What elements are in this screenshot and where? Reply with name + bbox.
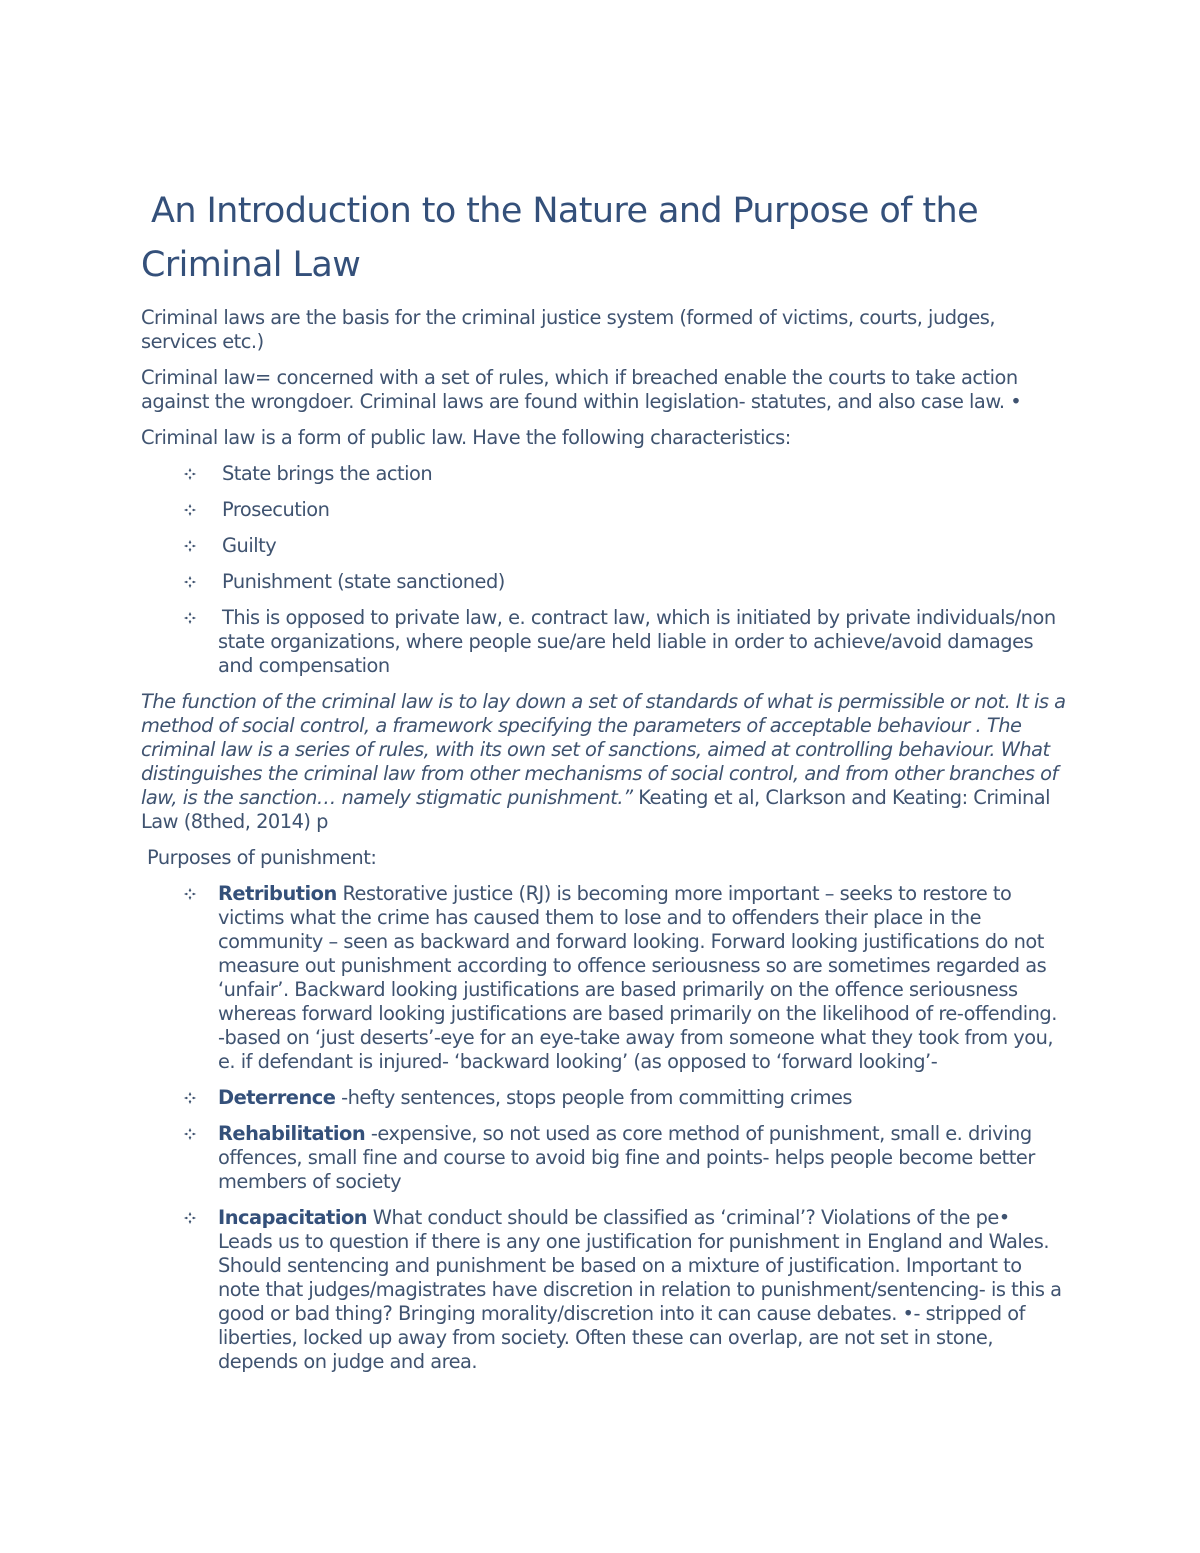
- diamond-bullet-icon: [184, 606, 196, 624]
- purpose-text: What conduct should be classified as ‘criminal’? Violations of the pe• Leads us to question if there is any one justification for punishment in England and Wales. Should sentencing and punishment be based on a mixture of justification. Important to note that judges/magistrates have discretion in relation to punishment/sentencing- is this a good or bad thing? Bringing morality/discretion into it can cause debates. •- stripped of liberties, locked up away from society. Often these can overlap, are not set in stone, depends on judge and area.: [218, 1206, 1062, 1373]
- list-item: [218, 462, 1066, 486]
- purpose-text: -expensive, so not used as core method of punishment, small e. driving offences, small fine and course to avoid big fine and points- helps people become better members of society: [218, 1122, 1035, 1193]
- purpose-term: Incapacitation: [218, 1206, 368, 1229]
- purpose-text: -hefty sentences, stops people from committing crimes: [335, 1086, 852, 1109]
- purposes-heading: Purposes of punishment:: [147, 846, 377, 869]
- intro-paragraph-1: Criminal laws are the basis for the criminal justice system (formed of victims, courts, judges, services etc.): [141, 306, 996, 353]
- purposes-list: [141, 882, 1066, 1374]
- list-item: [218, 498, 1066, 522]
- characteristic-text: State brings the action: [222, 462, 433, 485]
- document-body: [141, 184, 1066, 1386]
- purpose-term: Deterrence: [218, 1086, 336, 1109]
- list-item: [218, 570, 1066, 594]
- quote-paragraph: [141, 690, 1066, 834]
- characteristic-text: Punishment (state sanctioned): [222, 570, 505, 593]
- purpose-term: Retribution: [218, 882, 337, 905]
- list-item: [218, 534, 1066, 558]
- list-item: [218, 1122, 1066, 1194]
- characteristic-text: Guilty: [222, 534, 277, 557]
- quote-citation: Keating et al, Clarkson and Keating: Criminal Law (8thed, 2014) p: [141, 786, 1051, 833]
- characteristic-text: This is opposed to private law, e. contract law, which is initiated by private individuals/non state organizations, where people sue/are held liable in order to achieve/avoid damages and compensation: [218, 606, 1056, 677]
- characteristics-list: [141, 462, 1066, 678]
- diamond-bullet-icon: [184, 882, 196, 900]
- diamond-bullet-icon: [184, 534, 196, 552]
- intro-paragraph-2: Criminal law= concerned with a set of rules, which if breached enable the courts to take action against the wrongdoer. Criminal laws are found within legislation- statutes, and also case law. •: [141, 366, 1022, 413]
- diamond-bullet-icon: [184, 1122, 196, 1140]
- intro-paragraph-3: Criminal law is a form of public law. Have the following characteristics:: [141, 426, 791, 449]
- list-item: [218, 1086, 1066, 1110]
- diamond-bullet-icon: [184, 1086, 196, 1104]
- diamond-bullet-icon: [184, 570, 196, 588]
- document-title: An Introduction to the Nature and Purpose of the Criminal Law: [141, 191, 979, 285]
- list-item: [218, 882, 1066, 1074]
- characteristic-text: Prosecution: [222, 498, 330, 521]
- purpose-term: Rehabilitation: [218, 1122, 366, 1145]
- purpose-text: Restorative justice (RJ) is becoming more important – seeks to restore to victims what the crime has caused them to lose and to offenders their place in the community – seen as backward and forward looking. Forward looking justifications do not measure out punishment according to offence seriousness so are sometimes regarded as ‘unfair’. Backward looking justifications are based primarily on the offence seriousness whereas forward looking justifications are based primarily on the likelihood of re-offending. -based on ‘just deserts’-eye for an eye-take away from someone what they took from you, e. if defendant is injured- ‘backward looking’ (as opposed to ‘forward looking’-: [218, 882, 1057, 1073]
- diamond-bullet-icon: [184, 498, 196, 516]
- quote-italic-text: The function of the criminal law is to lay down a set of standards of what is permissible or not. It is a method of social control, a framework specifying the parameters of acceptable behaviour . The criminal law is a series of rules, with its own set of sanctions, aimed at controlling behaviour. What distinguishes the criminal law from other mechanisms of social control, and from other branches of law, is the sanction… namely stigmatic punishment.”: [141, 690, 1066, 809]
- diamond-bullet-icon: [184, 1206, 196, 1224]
- list-item: [218, 1206, 1066, 1374]
- list-item: [218, 606, 1066, 678]
- diamond-bullet-icon: [184, 462, 196, 480]
